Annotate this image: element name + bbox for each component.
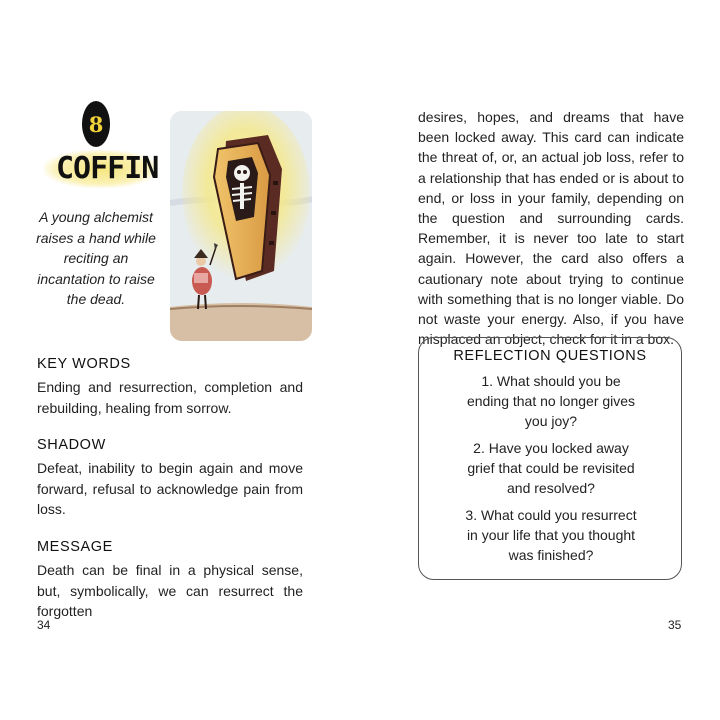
reflection-questions-box [418,337,682,580]
shadow-text: Defeat, inability to begin again and move forward, refusal to acknowledge pain from loss. [37,460,303,517]
card-number-badge [82,101,110,147]
card-number: 8 [88,111,104,137]
message-text: Death can be final in a physical sense, but, symbolically, we can resurrect the forgotten [37,562,303,619]
coffin-skeleton-illustration [170,111,312,341]
shadow-heading: SHADOW [37,437,106,453]
card-caption: A young alchemist raises a hand while reciting an incantation to raise the dead. [36,209,156,307]
reflection-question-1: 1. What should you be ending that no longer gives you joy? [466,373,636,430]
reflection-question-2: 2. Have you locked away grief that could be revisited and resolved? [467,440,635,497]
page-number-left: 34 [37,618,51,632]
message-heading: MESSAGE [37,539,113,555]
reflection-title: REFLECTION QUESTIONS [453,348,647,364]
key-words-text: Ending and resurrection, completion and rebuilding, healing from sorrow. [37,379,303,416]
message-continuation: desires, hopes, and dreams that have been locked away. This card can indicate the threat of, or, an actual job loss, refer to a relationship that has ended or is about to end, or loss in your family, depending on the question and surrounding cards. Remember, it is never too late to start again. However, the card also offers a cautionary note about trying to continue with something that is no longer viable. Do not waste your energy. Also, if you have misplaced an object, check for it in a box. [418,109,684,348]
card-title: COFFIN [56,146,146,192]
key-words-heading: KEY WORDS [37,356,131,372]
right-page [360,0,720,720]
page-number-right: 35 [668,618,682,632]
reflection-question-3: 3. What could you resurrect in your life that you thought was finished? [465,507,637,564]
